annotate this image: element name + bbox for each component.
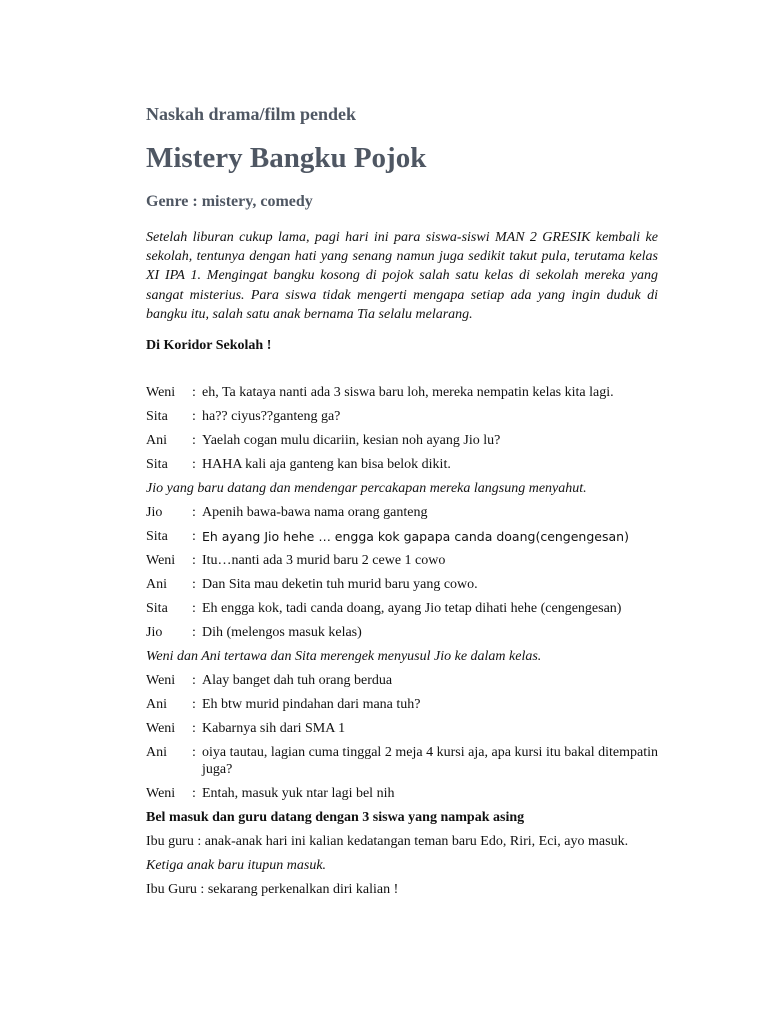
- dialogue-text: Yaelah cogan mulu dicariin, kesian noh ayang Jio lu?: [202, 433, 501, 448]
- scene-direction: Bel masuk dan guru datang dengan 3 siswa yang nampak asing: [146, 810, 525, 825]
- teacher-line: Ibu guru : anak-anak hari ini kalian kedatangan teman baru Edo, Riri, Eci, ayo masuk.: [146, 834, 629, 849]
- dialogue-text: Eh ayang Jio hehe … engga kok gapapa canda doang(cengengesan): [202, 529, 629, 544]
- stage-direction: Jio yang baru datang dan mendengar percakapan mereka langsung menyahut.: [146, 481, 587, 496]
- speaker-name: Jio: [146, 505, 163, 520]
- dialogue-line: [146, 624, 658, 641]
- dialogue-text: Alay banget dah tuh orang berdua: [202, 673, 393, 688]
- dialogue-line: [146, 672, 658, 689]
- speaker-colon: :: [192, 721, 196, 736]
- dialogue-text: eh, Ta kataya nanti ada 3 siswa baru loh, mereka nempatin kelas kita lagi.: [202, 385, 614, 400]
- speaker-colon: :: [192, 673, 196, 688]
- dialogue-text: HAHA kali aja ganteng kan bisa belok dikit.: [202, 457, 451, 472]
- speaker-colon: :: [192, 601, 196, 616]
- dialogue-text: Eh engga kok, tadi canda doang, ayang Jio tetap dihati hehe (cengengesan): [202, 601, 622, 616]
- speaker-name: Weni: [146, 721, 176, 736]
- speaker-name: Ani: [146, 697, 167, 712]
- dialogue-line: [146, 576, 658, 593]
- speaker-colon: :: [192, 529, 196, 544]
- speaker-name: Ani: [146, 433, 167, 448]
- dialogue-text: Dih (melengos masuk kelas): [202, 625, 362, 640]
- doc-genre: Genre : mistery, comedy: [146, 193, 313, 210]
- speaker-name: Weni: [146, 786, 176, 801]
- dialogue-line: [146, 785, 658, 802]
- stage-direction: Ketiga anak baru itupun masuk.: [146, 858, 327, 873]
- dialogue-text: Entah, masuk yuk ntar lagi bel nih: [202, 786, 395, 801]
- speaker-colon: :: [192, 553, 196, 568]
- dialogue-text: Itu…nanti ada 3 murid baru 2 cewe 1 cowo: [202, 553, 446, 568]
- dialogue-line: [146, 408, 658, 425]
- speaker-name: Sita: [146, 409, 168, 424]
- speaker-name: Weni: [146, 553, 176, 568]
- speaker-colon: :: [192, 409, 196, 424]
- dialogue-text: Apenih bawa-bawa nama orang ganteng: [202, 505, 428, 520]
- speaker-name: Sita: [146, 457, 168, 472]
- dialogue-text: ha?? ciyus??ganteng ga?: [202, 409, 341, 424]
- speaker-colon: :: [192, 385, 196, 400]
- doc-subtitle: Naskah drama/film pendek: [146, 104, 357, 124]
- dialogue-line: [146, 552, 658, 569]
- dialogue-text: Dan Sita mau deketin tuh murid baru yang cowo.: [202, 577, 478, 592]
- dialogue-line: [146, 528, 658, 545]
- speaker-name: Ani: [146, 577, 167, 592]
- speaker-name: Weni: [146, 673, 176, 688]
- stage-direction: Weni dan Ani tertawa dan Sita merengek menyusul Jio ke dalam kelas.: [146, 649, 542, 664]
- speaker-name: Sita: [146, 601, 168, 616]
- dialogue-text: oiya tautau, lagian cuma tinggal 2 meja 4 kursi aja, apa kursi itu bakal ditempatin juga?: [202, 745, 658, 777]
- speaker-colon: :: [192, 433, 196, 448]
- dialogue-line: [146, 456, 658, 473]
- speaker-colon: :: [192, 745, 196, 760]
- speaker-colon: :: [192, 625, 196, 640]
- speaker-colon: :: [192, 786, 196, 801]
- dialogue-line: [146, 504, 658, 521]
- intro-paragraph: Setelah liburan cukup lama, pagi hari ini para siswa-siswi MAN 2 GRESIK kembali ke sekolah, tentunya dengan hati yang senang namun juga sedikit takut pula, terutama kelas XI IPA 1. Mengingat bangku kosong di pojok salah satu kelas di sekolah mereka yang sangat misterius. Para siswa tidak mengerti mengapa setiap ada yang ingin duduk di bangku itu, salah satu anak bernama Tia selalu melarang.: [146, 230, 658, 322]
- dialogue-line: [146, 720, 658, 737]
- teacher-line: Ibu Guru : sekarang perkenalkan diri kalian !: [146, 882, 399, 897]
- dialogue-line: [146, 744, 658, 778]
- speaker-colon: :: [192, 505, 196, 520]
- speaker-name: Weni: [146, 385, 176, 400]
- dialogue-line: [146, 600, 658, 617]
- dialogue-line: [146, 696, 658, 713]
- speaker-name: Ani: [146, 745, 167, 760]
- dialogue-line: [146, 432, 658, 449]
- speaker-colon: :: [192, 577, 196, 592]
- doc-title: Mistery Bangku Pojok: [146, 142, 427, 174]
- speaker-colon: :: [192, 457, 196, 472]
- speaker-name: Jio: [146, 625, 163, 640]
- dialogue-text: Kabarnya sih dari SMA 1: [202, 721, 346, 736]
- speaker-name: Sita: [146, 529, 168, 544]
- dialogue-line: [146, 384, 658, 401]
- dialogue-text: Eh btw murid pindahan dari mana tuh?: [202, 697, 421, 712]
- script-body: [146, 384, 658, 905]
- speaker-colon: :: [192, 697, 196, 712]
- scene-heading: Di Koridor Sekolah !: [146, 338, 272, 353]
